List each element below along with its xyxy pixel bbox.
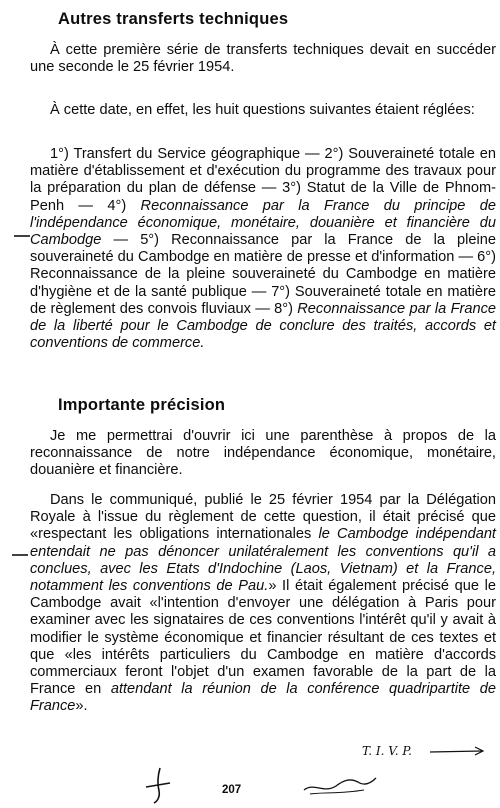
list-text-1: 1°) Transfert du Service géographique — 2°) Souveraineté totale en matière d'établissement et d'exécution du programme des travaux pour la préparation du plan de défense — 3°) Statut de la Ville de Phnom-Penh — 4°)	[30, 146, 496, 214]
section-heading-transferts: Autres transferts techniques	[58, 10, 289, 28]
communique-text-2: » Il était également précisé que le Cambodge avait «l'intention d'envoyer une délégation à Paris pour examiner avec les signataires de ces conventions l'intérêt qu'il y avait à modifier le système économique et financier résultant de ces textes et que «les intérêts particuliers du Cambodge en matière d'accords commerciaux feront l'objet d'un examen favorable de la part de la France en	[30, 578, 496, 698]
margin-dash-mark-2	[10, 549, 30, 561]
handwritten-initials: T. I. V. P.	[362, 744, 412, 758]
paragraph-communique	[30, 492, 496, 716]
paragraph-date: À cette date, en effet, les huit questions suivantes étaient réglées:	[50, 102, 475, 118]
paragraph-list-questions	[30, 146, 496, 352]
margin-dash-mark	[12, 230, 32, 242]
list-italic-1: Reconnaissance par la France du principe de l'indépendance économique, monétaire, douanière et financière du Cambodge	[30, 197, 496, 249]
arrow-right-icon	[428, 744, 488, 758]
page-number: 207	[222, 784, 242, 796]
list-italic-2: Reconnaissance par la France de la liberté pour le Cambodge de conclure des traités, accords et conventions de commerce.	[30, 300, 496, 352]
section-heading-precision: Importante précision	[58, 396, 226, 414]
communique-italic-1: le Cambodge indépendant entendait ne pas dénoncer unilatéralement les conventions qu'il a conclues, avec les Etats d'Indochine (Laos, Vietnam) et la France, notamment les conventions de Pau.	[30, 526, 496, 595]
communique-text-1: Dans le communiqué, publié le 25 février 1954 par la Délégation Royale à l'issue du règlement de cette question, il était précisé que «respectant les obligations internationales	[30, 492, 496, 543]
signature-icon	[300, 764, 380, 800]
paragraph-intro: À cette première série de transferts techniques devait en succéder une seconde le 25 février 1954.	[30, 42, 496, 76]
handwritten-mark-icon	[140, 765, 176, 805]
paragraph-parenthese: Je me permettrai d'ouvrir ici une parenthèse à propos de la reconnaissance de notre indépendance économique, monétaire, douanière et financière.	[30, 428, 496, 479]
communique-italic-2: attendant la réunion de la conférence quadripartite de France	[30, 681, 496, 715]
communique-text-3: ».	[75, 698, 88, 715]
list-text-2: — 5°) Reconnaissance par la France de la pleine souveraineté du Cambodge en matière de presse et d'information — 6°) Reconnaissance de la pleine souveraineté du Cambodge en matière d'hygiène et de la santé publique — 7°) Souveraineté totale en matière de règlement des convois fluviaux — 8°)	[30, 232, 496, 317]
